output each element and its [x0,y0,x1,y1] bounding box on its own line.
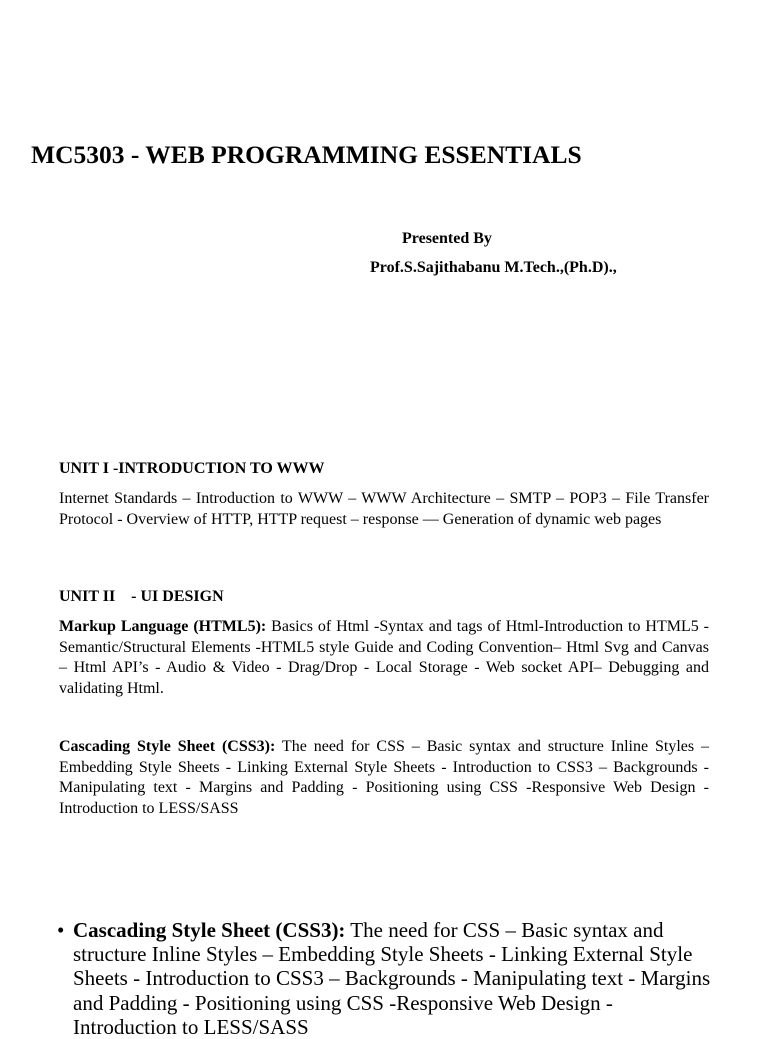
css-text: The need for CSS – Basic syntax and structure Inline Styles – Embedding Style Sheets - Linking External Style Sheets - Introduction to CSS3 – Backgrounds - Manipulating text - Margins and Padding - Positioning using CSS -Responsive Web Design - Introduction to LESS/SASS [59,738,710,818]
bullet-paragraph [73,918,713,1039]
bullet-icon: • [57,918,65,942]
bullet-label: Cascading Style Sheet (CSS3): [73,918,346,942]
presenter-name: Prof.S.Sajithabanu M.Tech.,(Ph.D)., [370,259,617,276]
unit1-description: Internet Standards – Introduction to WWW – WWW Architecture – SMTP – POP3 – File Transfer Protocol - Overview of HTTP, HTTP request – response –– Generation of dynamic web pages [59,490,709,528]
css-paragraph [59,737,709,820]
course-title: MC5303 - WEB PROGRAMMING ESSENTIALS [31,140,582,169]
presented-by-label: Presented By [402,230,492,247]
unit2-heading: UNIT II - UI DESIGN [59,588,224,605]
unit1-heading: UNIT I -INTRODUCTION TO WWW [59,460,325,477]
bullet-text: The need for CSS – Basic syntax and structure Inline Styles – Embedding Style Sheets - Linking External Style Sheets - Introduction to CSS3 – Backgrounds - Manipulating text - Margins and Padding - Positioning using CSS -Responsive Web Design - Introduction to LESS/SASS [73,918,711,1039]
markup-language-paragraph [59,617,709,700]
css-label: Cascading Style Sheet (CSS3): [59,738,276,755]
markup-language-text: Basics of Html -Syntax and tags of Html-Introduction to HTML5 -Semantic/Structural Elements -HTML5 style Guide and Coding Convention– Html Svg and Canvas – Html API’s - Audio & Video - Drag/Drop - Local Storage - Web socket API– Debugging and validating Html. [59,618,709,698]
markup-language-label: Markup Language (HTML5): [59,618,267,635]
